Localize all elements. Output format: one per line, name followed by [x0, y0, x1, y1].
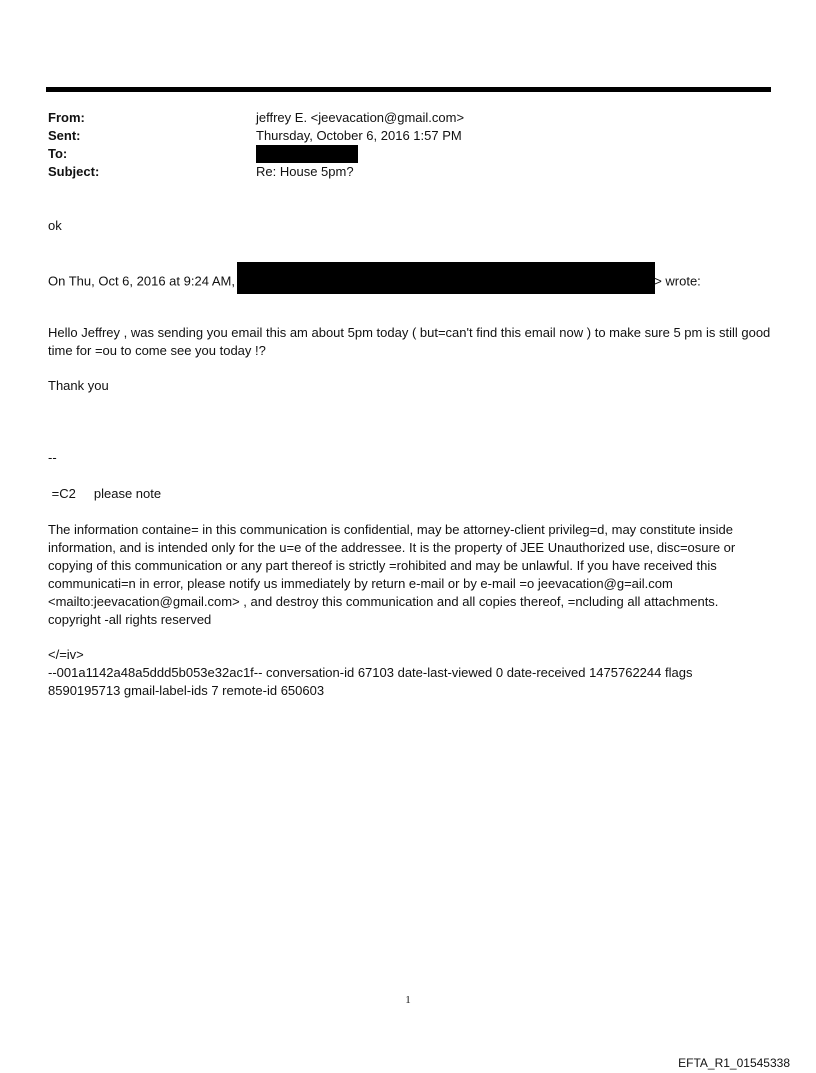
subject-value: Re: House 5pm?: [256, 164, 354, 179]
sent-value: Thursday, October 6, 2016 1:57 PM: [256, 128, 462, 143]
header-rule: [46, 87, 771, 92]
to-label: To:: [48, 146, 68, 161]
quote-prefix: On Thu, Oct 6, 2016 at 9:24 AM,: [48, 273, 235, 289]
signature-separator: --: [48, 450, 57, 465]
from-label: From:: [48, 110, 85, 125]
quoted-message: Hello Jeffrey , was sending you email this am about 5pm today ( but=can't find this email now ) to make sure 5 pm is still good time for =ou to come see you today !?: [48, 325, 771, 358]
thanks-text: Thank you: [48, 378, 109, 393]
quote-suffix: > wrote:: [654, 273, 701, 289]
quote-header: [48, 270, 773, 294]
sender-redaction: [237, 262, 655, 294]
message-metadata: --001a1142a48a5ddd5b053e32ac1f-- conversation-id 67103 date-last-viewed 0 date-received 1475762244 flags 8590195713 gmail-label-ids 7 remote-id 650603: [48, 665, 693, 698]
disclaimer: The information containe= in this communication is confidential, may be attorney-client privileg=d, may constitute inside information, and is intended only for the u=e of the addressee. It is the property of JEE Unauthorized use, disc=osure or copying of this communication or any part thereof is strictly =rohibited and may be unlawful. If you have received this communicati=n in error, please notify us immediately by return e-mail or by e-mail =o jeevacation@g=ail.com <mailto:jeevacation@gmail.com> , and destroy this communication and all copies thereof, =ncluding all attachments. copyright -all rights reserved: [48, 522, 736, 627]
please-note: =C2 please note: [48, 486, 162, 501]
subject-label: Subject:: [48, 164, 100, 179]
sent-label: Sent:: [48, 128, 81, 143]
bates-number: EFTA_R1_01545338: [678, 1056, 790, 1070]
closing-tag: </=iv>: [48, 647, 84, 662]
reply-text: ok: [48, 218, 62, 233]
from-value: jeffrey E. <jeevacation@gmail.com>: [256, 110, 465, 125]
page-number: 1: [405, 994, 411, 1006]
